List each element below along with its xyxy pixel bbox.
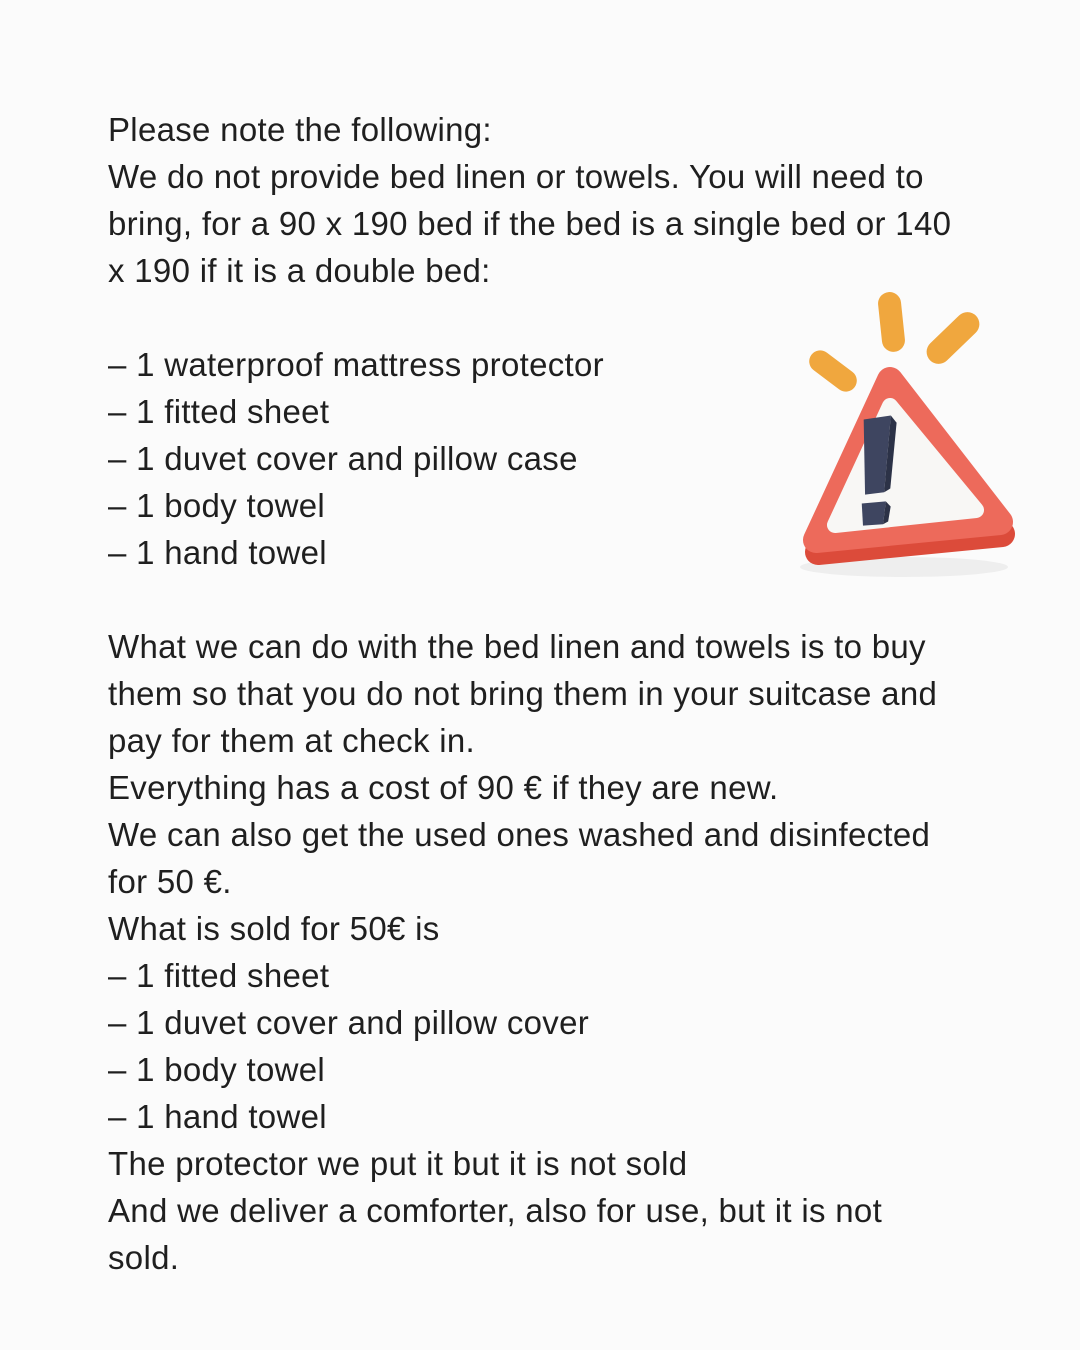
list-item: – 1 hand towel [108,1098,327,1135]
text-line: What is sold for 50€ is [108,910,440,947]
ray-left [805,346,861,396]
details-paragraph [108,623,951,1281]
list-item: – 1 waterproof mattress protector [108,346,604,383]
text-line: We do not provide bed linen or towels. You will need to [108,158,924,195]
list-item: – 1 body towel [108,1051,326,1088]
text-line: And we deliver a comforter, also for use, but it is not [108,1192,883,1229]
text-line: Everything has a cost of 90 € if they are new. [108,769,779,806]
ray-right [922,307,985,369]
text-line: for 50 €. [108,863,232,900]
warning-icon [778,278,1030,580]
ray-middle [877,291,906,353]
text-line: x 190 if it is a double bed: [108,252,491,289]
list-item: – 1 duvet cover and pillow case [108,440,578,477]
list-item: – 1 hand towel [108,534,327,571]
text-line: The protector we put it but it is not sold [108,1145,688,1182]
exclamation-dot [861,501,886,527]
text-line: We can also get the used ones washed and disinfected [108,816,931,853]
text-line: Please note the following: [108,111,492,148]
list-item: – 1 duvet cover and pillow cover [108,1004,590,1041]
text-line: bring, for a 90 x 190 bed if the bed is a single bed or 140 [108,205,952,242]
list-item: – 1 fitted sheet [108,957,330,994]
text-line: What we can do with the bed linen and towels is to buy [108,628,926,665]
text-line: pay for them at check in. [108,722,476,759]
list-item: – 1 body towel [108,487,326,524]
list-item: – 1 fitted sheet [108,393,330,430]
text-line: sold. [108,1239,180,1276]
intro-paragraph [108,106,951,294]
text-line: them so that you do not bring them in your suitcase and [108,675,938,712]
